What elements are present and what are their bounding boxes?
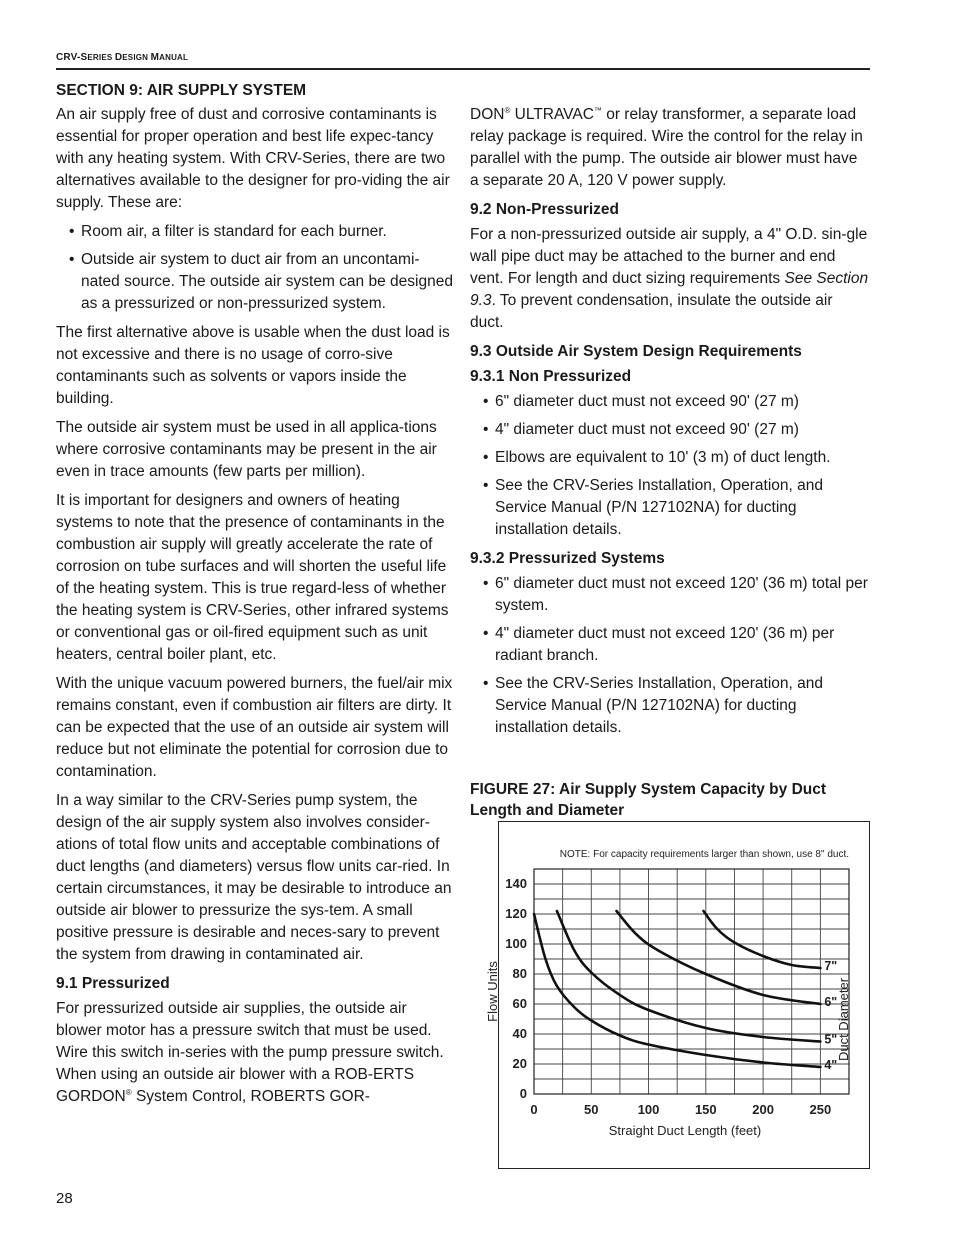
- chart-grid: [534, 869, 849, 1094]
- right-column: [470, 104, 870, 823]
- series-line: [704, 911, 821, 968]
- alternatives-list: [56, 221, 456, 315]
- plot-frame: [534, 869, 849, 1094]
- list-item: • 4" diameter duct must not exceed 90' (27 m): [470, 419, 870, 441]
- subsection-heading: 9.1 Pressurized: [56, 975, 170, 992]
- figure-caption: FIGURE 27: Air Supply System Capacity by Duct Length and Diameter: [470, 781, 827, 819]
- paragraph: An air supply free of dust and corrosive contaminants is essential for proper operation and best life expec-tancy with any heating system. With CRV-Series, there are two alternatives available to the designer for pro-viding the air supply. These are:: [56, 106, 450, 211]
- list-item: • Room air, a filter is standard for each burner.: [56, 221, 456, 243]
- series-line: [617, 911, 821, 1004]
- y-tick-label: 120: [505, 906, 527, 921]
- y-tick-label: 0: [519, 1086, 527, 1101]
- y-tick-label: 60: [512, 996, 527, 1011]
- header-rule: [56, 68, 870, 70]
- list-item: • Elbows are equivalent to 10' (3 m) of duct length.: [470, 447, 870, 469]
- paragraph: In a way similar to the CRV-Series pump system, the design of the air supply system also involves consider-ations of total flow units and acceptable combinations of duct lengths (and diameters) versus flow units car-ried. In certain circumstances, it may be desirable to introduce an outside air blower to pressurize the sys-tem. A small positive pressure is desirable and neces-sary to prevent the system from drawing in contaminated air.: [56, 792, 452, 963]
- pressurized-list: [470, 573, 870, 739]
- x-axis-label: Straight Duct Length (feet): [608, 1123, 762, 1138]
- left-column: [56, 80, 456, 1115]
- cross-reference: See Section 9.3: [470, 270, 869, 309]
- series-label: 5": [824, 1032, 838, 1047]
- paragraph: It is important for designers and owners of heating systems to note that the presence of contaminants in the combustion air supply will greatly accelerate the rate of corrosion on tube surfaces and will shorten the useful life of the heating system. This is true regard-less of whether the heating system is CRV-Series, other infrared systems or conventional gas or oil-fired equipment such as unit heaters, central boiler plant, etc.: [56, 492, 449, 663]
- paragraph: For a non-pressurized outside air supply, a 4" O.D. sin-gle wall pipe duct may be attached to the burner and end vent. For length and duct sizing requirements See Section 9.3. To prevent condensation, insulate the outside air duct.: [470, 226, 869, 331]
- running-head: CRV-SERIES DESIGN MANUAL: [56, 52, 189, 63]
- x-tick-label: 150: [694, 1102, 717, 1117]
- series-line: [557, 911, 821, 1042]
- x-tick-labels: [530, 1102, 831, 1117]
- list-item: • 6" diameter duct must not exceed 90' (27 m): [470, 391, 870, 413]
- subsection-heading: 9.3 Outside Air System Design Requirements: [470, 343, 802, 360]
- section-title: SECTION 9: AIR SUPPLY SYSTEM: [56, 82, 307, 99]
- series-label: 4": [824, 1058, 838, 1072]
- series-label: 6": [824, 995, 838, 1009]
- x-tick-label: 250: [809, 1102, 832, 1117]
- list-item: • 6" diameter duct must not exceed 120' (36 m) total per system.: [470, 573, 870, 617]
- figure-box: [485, 821, 870, 1169]
- x-tick-label: 50: [584, 1102, 599, 1117]
- list-item: • 4" diameter duct must not exceed 120' (36 m) per radiant branch.: [470, 623, 870, 667]
- chart-note: NOTE: For capacity requirements larger than shown, use 8" duct.: [559, 849, 849, 860]
- y-tick-label: 80: [512, 966, 527, 981]
- paragraph: For pressurized outside air supplies, the outside air blower motor has a pressure switch that must be used. Wire this switch in-series with the pump pressure switch. When using an outside air blower with a ROB-ERTS GORDON® System Control, ROBERTS GOR-: [56, 1000, 444, 1105]
- x-tick-label: 100: [637, 1102, 660, 1117]
- y-tick-label: 40: [512, 1026, 527, 1041]
- paragraph: The first alternative above is usable when the dust load is not excessive and there is no usage of corro-sive contaminants such as solvents or vapors inside the building.: [56, 324, 450, 407]
- subsection-heading: 9.3.1 Non Pressurized: [470, 368, 632, 385]
- paragraph: DON® ULTRAVAC™ or relay transformer, a separate load relay package is required. Wire the control for the relay in parallel with the pump. The outside air blower must have a separate 20 A, 120 V power supply.: [470, 105, 863, 189]
- list-item: • See the CRV-Series Installation, Operation, and Service Manual (P/N 127102NA) for ducting installation details.: [470, 673, 870, 739]
- y-axis-label: Flow Units: [485, 961, 500, 1022]
- capacity-chart: [485, 822, 869, 1168]
- paragraph: The outside air system must be used in all applica-tions where corrosive contaminants may be present in the air even in trace amounts (few parts per million).: [56, 419, 437, 480]
- y-tick-label: 100: [505, 936, 527, 951]
- series-label: 7": [824, 959, 838, 973]
- x-tick-label: 0: [530, 1102, 538, 1117]
- right-axis-label: Duct Diameter: [836, 977, 851, 1062]
- subsection-heading: 9.3.2 Pressurized Systems: [470, 550, 665, 567]
- paragraph: With the unique vacuum powered burners, the fuel/air mix remains constant, even if combustion air filters are dirty. It can be expected that the use of an outside air system will reduce but not eliminate the potential for corrosion due to contamination.: [56, 675, 453, 780]
- x-tick-label: 200: [752, 1102, 774, 1117]
- non-pressurized-list: [470, 391, 870, 541]
- y-tick-labels: [505, 876, 527, 1101]
- y-tick-label: 140: [505, 876, 527, 891]
- list-item: • See the CRV-Series Installation, Operation, and Service Manual (P/N 127102NA) for ducting installation details.: [470, 475, 870, 541]
- list-item: • Outside air system to duct air from an uncontami-nated source. The outside air system can be designed as a pressurized or non-pressurized system.: [56, 249, 456, 315]
- page-number: 28: [56, 1190, 73, 1207]
- y-tick-label: 20: [512, 1056, 527, 1071]
- subsection-heading: 9.2 Non-Pressurized: [470, 201, 620, 218]
